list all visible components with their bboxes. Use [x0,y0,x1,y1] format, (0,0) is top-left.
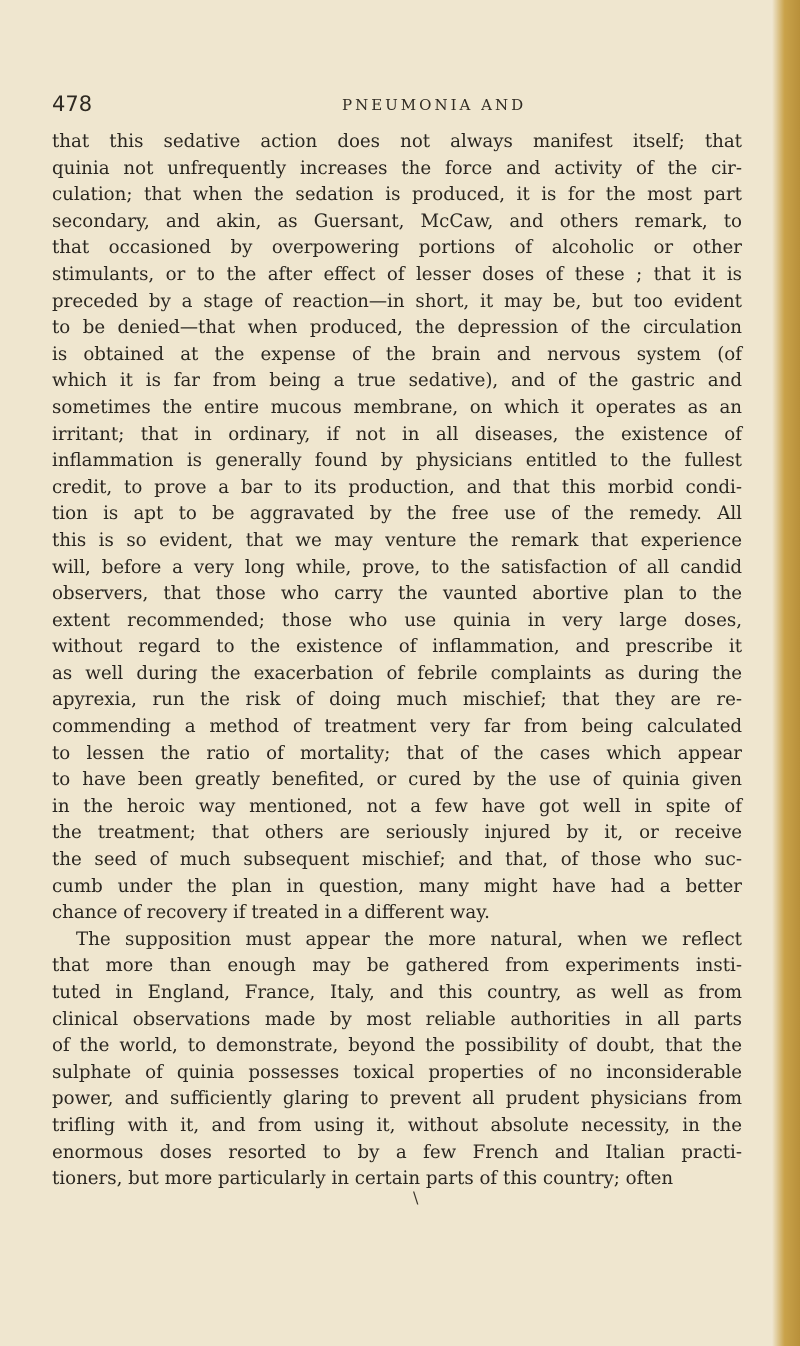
text-line: sometimes the entire mucous membrane, on which it operates as an [52,396,742,418]
text-line: enormous doses resorted to by a few French and Italian practi- [52,1141,742,1163]
stray-ink-mark: \ [413,1188,419,1207]
text-line: power, and sufficiently glaring to prevent all prudent physicians from [52,1088,742,1110]
text-line: tion is apt to be aggravated by the free use of the remedy. All [52,503,742,525]
text-line: will, before a very long while, prove, to the satisfaction of all candid [52,556,742,578]
body-text [52,129,742,1193]
text-line: trifling with it, and from using it, without absolute necessity, in the [52,1114,742,1136]
text-line: stimulants, or to the after effect of lesser doses of these ; that it is [52,263,742,285]
text-line: to lessen the ratio of mortality; that of the cases which appear [52,742,742,764]
text-line: apyrexia, run the risk of doing much mischief; that they are re- [52,689,742,711]
text-line: the treatment; that others are seriously injured by it, or receive [52,822,742,844]
text-line: secondary, and akin, as Guersant, McCaw, and others remark, to [52,210,742,232]
page-number: 478 [52,92,93,116]
text-line: that more than enough may be gathered from experiments insti- [52,955,742,977]
text-line: in the heroic way mentioned, not a few have got well in spite of [52,795,742,817]
paragraph-start-line: The supposition must appear the more natural, when we reflect [76,928,742,950]
text-line: without regard to the existence of inflammation, and prescribe it [52,636,742,658]
text-line: inflammation is generally found by physicians entitled to the fullest [52,450,742,472]
running-head: PNEUMONIA AND [342,96,527,114]
text-line: to have been greatly benefited, or cured by the use of quinia given [52,769,742,791]
page-edge-shadow [772,0,800,1346]
text-line: preceded by a stage of reaction—in short, it may be, but too evident [52,290,742,312]
text-line: quinia not unfrequently increases the force and activity of the cir- [52,157,742,179]
text-line: that this sedative action does not always manifest itself; that [52,131,742,152]
text-line: cumb under the plan in question, many might have had a better [52,875,742,897]
text-line: tuted in England, France, Italy, and this country, as well as from [52,982,742,1003]
text-line: irritant; that in ordinary, if not in all diseases, the existence of [52,423,742,445]
text-line: is obtained at the expense of the brain and nervous system (of [52,343,742,365]
text-line: of the world, to demonstrate, beyond the possibility of doubt, that the [52,1035,742,1057]
text-line: clinical observations made by most reliable authorities in all parts [52,1008,742,1030]
text-line: tioners, but more particularly in certain parts of this country; often [52,1168,674,1190]
text-line: as well during the exacerbation of febrile complaints as during the [52,662,742,684]
text-line: extent recommended; those who use quinia in very large doses, [52,609,742,631]
text-line: the seed of much subsequent mischief; and that, of those who suc- [52,849,742,871]
text-line: observers, that those who carry the vaunted abortive plan to the [52,583,742,605]
text-line: to be denied—that when produced, the depression of the circulation [52,317,742,339]
text-line: commending a method of treatment very far from being calculated [52,716,742,738]
paragraph-end-line: chance of recovery if treated in a different way. [52,902,490,924]
page-header [52,88,742,122]
text-line: which it is far from being a true sedative), and of the gastric and [52,370,742,392]
text-line: this is so evident, that we may venture the remark that experience [52,529,742,551]
text-line: that occasioned by overpowering portions of alcoholic or other [52,237,742,259]
text-line: sulphate of quinia possesses toxical properties of no inconsiderable [52,1061,742,1083]
text-line: culation; that when the sedation is produced, it is for the most part [52,184,742,206]
text-line: credit, to prove a bar to its production, and that this morbid condi- [52,476,742,498]
